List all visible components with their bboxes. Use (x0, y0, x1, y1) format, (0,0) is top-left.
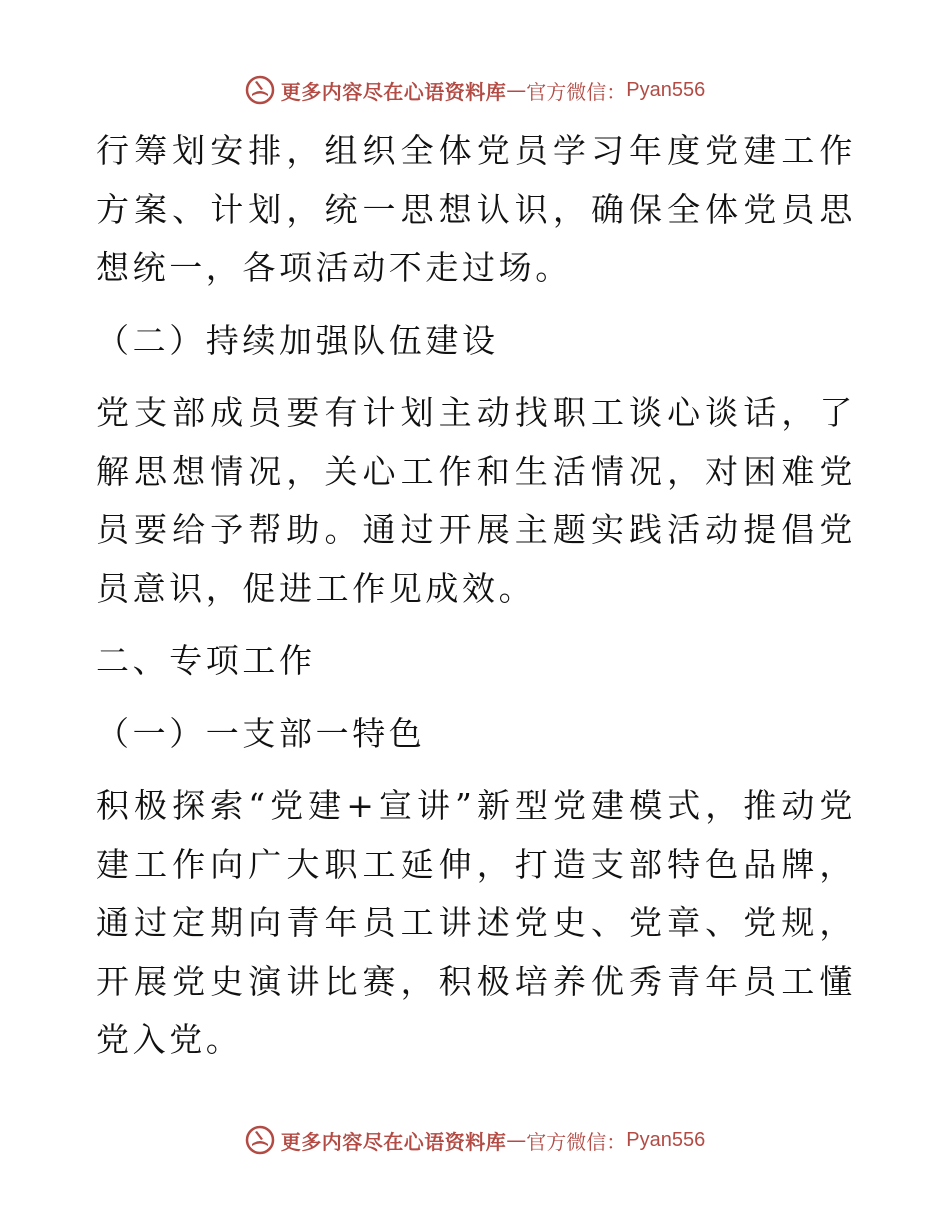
watermark-wechat-id: Pyan556 (626, 1128, 706, 1151)
footer-watermark (0, 1120, 950, 1160)
watermark-dash: — (506, 1128, 527, 1152)
book-logo-icon (245, 1125, 275, 1155)
watermark-sub-text: 官方微信： (526, 79, 627, 104)
heading-special-work: 二、专项工作 (96, 641, 316, 680)
heading-one-branch: （一）一支部一特色 (96, 713, 426, 753)
watermark-dash: — (506, 78, 527, 102)
header-watermark (0, 70, 950, 110)
heading-section-2: （二）持续加强队伍建设 (96, 320, 499, 360)
paragraph-2: 党支部成员要有计划主动找职工谈心谈话，了解思想情况，关心工作和生活情况，对困难党员要给予帮助。通过开展主题实践活动提倡党员意识，促进工作见成效。 (96, 393, 856, 608)
watermark-wechat-id: Pyan556 (626, 78, 706, 101)
watermark-main-text: 更多内容尽在心语资料库 (280, 79, 507, 104)
watermark-main-text: 更多内容尽在心语资料库 (280, 1129, 507, 1154)
watermark-sub-text: 官方微信： (526, 1129, 627, 1154)
book-logo-icon (245, 75, 275, 105)
document-body (96, 122, 856, 1070)
paragraph-3: 积极探索“党建+宣讲”新型党建模式，推动党建工作向广大职工延伸，打造支部特色品牌，通过定期向青年员工讲述党史、党章、党规，开展党史演讲比赛，积极培养优秀青年员工懂党入党。 (96, 786, 856, 1059)
paragraph-1: 行筹划安排，组织全体党员学习年度党建工作方案、计划，统一思想认识，确保全体党员思想统一，各项活动不走过场。 (96, 131, 856, 287)
